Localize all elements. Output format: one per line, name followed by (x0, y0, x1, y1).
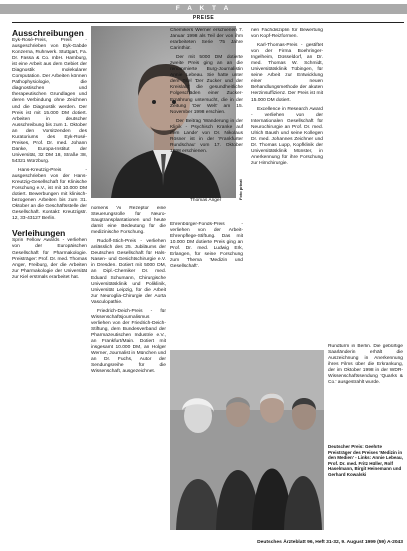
column-4 (251, 28, 323, 346)
group-photo-caption: Deutscher Preis: Geehrte Preisträger des Preises 'Medizin in den Medien' - Links: Annie Lebeau, Prof. Dr. med. Fritz Hüller, Rolf Haselmann, Birgit Heinemann und Gerhard Kowalski (328, 444, 403, 477)
column-3-lower (170, 222, 243, 344)
column-5 (328, 344, 403, 440)
heading-verleihungen: Verleihungen (12, 228, 66, 239)
group-image (170, 350, 324, 530)
paragraph: Rundturm in Berlin. Die gebürtige Saarländerin erhält die Auszeichnung in Anerkennung ihres Films über die Erkrankung, der im Oktober 1998 in der WDR-Wissenschaftssendung 'Quarks & Co.' ausgestrahlt wurde. (328, 344, 403, 386)
paragraph: Excellence in Research Award - verliehen von der Internationalen Gesellschaft für Neurochirurgie an Prof. Dr. med. Ulrich Baush und seine Kollegen Dr. med. Johannes Zeichner und Dr. Thomas Lupp, Kopfklinik der Universitätsklinik Münster, in Anerkennung für ihre Forschung zur Hirnchirurgie. (251, 106, 323, 166)
section-header: F A K T A (0, 4, 407, 14)
paragraph: Hans-Kreutzig-Preis - ausgeschrieben von der Hans-Kreutzig-Gesellschaft für Klinische Forschung e.V., ist mit 10.000 DM dotiert. Bewerbungen mit klinisch-bezogenen Arbeiten bis zum 31. Oktober an die Geschäftsstelle der Gesellschaft. Kontakt: Kreutzigstr. 12, 33-43127 Berlin. (12, 167, 87, 222)
heading-ausschreibungen: Ausschreibungen (12, 28, 84, 38)
paragraph: Der mit 5000 DM dotierte zweite Preis ging an an die renommierte Burg-Journalistin Annie Lebeau. Sie hatte unter dem Titel 'Der Zucker und der Kreislauf' die gesundheitliche Folgeschäden einer Zucker-Ernährung untersucht, die in der Zeitung 'Der Welt' am 15. November 1998 erschien. (170, 55, 243, 115)
paragraph: Friedrich-Deich-Preis - für Wissenschaftsjournalismus verliehen von der Friedrich-Deich-Stiftung, dem Bundesverband der Pharmazeutischen Industrie e.V., an Frankfurt/Main. Dotiert mit insgesamt 10.000 DM, an Holger Werner, Journalist in München und an Dr. Fuchs, Autor der Sendungsreihe für die Wissenschaft, ausgezeichnet. (91, 308, 166, 375)
paragraph: Der Beitrag 'Wanderung in der Klinik - Psychisch Kranke auf dem Lande' von Dr. Nikolaus Rösner ist in der 'Frankfurter Rundschau' vom 17. Oktober 1998 erschienen. (170, 118, 243, 154)
paragraph: Chemikers Werner erschienen 7. Januar 1998 als Teil der von ihm erarbeiteten Serie '75 Jahre Carinthia'. (170, 28, 243, 52)
paragraph: Sprin Fellow Awards - verliehen von der Europäischen Gesellschaft für Pharmakologie. Preisträger: Prof. Dr. med. Thomas Anger, Freiburg, der die Arbeiten zur Pharmakologie der Universität zur Kiel erstmals erarbeitet hat. (12, 238, 87, 280)
paragraph: Karl-Thomas-Preis - gestiftet von der Firma Boehringer-Ingelheim, Düsseldorf, an Dr. med. Thomas W. Schmidt, Universitätsklinik Tübingen, für seine Arbeit zur Entwicklung einer neuen Behandlungsmethode der akuten Herzinsuffizienz. Der Preis ist mit 15.000 DM dotiert. (251, 43, 323, 103)
header-rule (12, 22, 404, 23)
paragraph: nen Fachdisziplin für Bewertung von Kopf-Reizformen. (251, 28, 323, 40)
subsection-label: PREISE (192, 15, 215, 21)
paragraph: Rudolf-Stich-Preis - verliehen anlässlich des 25. Jubiläums der Deutschen Gesellschaft für Hals-Nasen- und Gesichtschirurgie e.V. in Dresden. Dotiert mit 5000 DM, an Dipl.-Chemiker Dr. med. Eduard Schumann, Chirurgische Universitätsklinik und Poliklinik, Universität Leipzig, für die Arbeit zur Neuroglia-Chirurgie der Aorta Vasculopathie. (91, 239, 166, 305)
paragraph: Ehrenbürger-Fonds-Preis - verliehen von der Arbeit-Ehrenpflege-Stiftung. Das mit 10.000 DM dotierte Preis ging an Prof. Dr. med. Ludwig Erk, Erlangen, für seine Forschung zum Thema 'Medizin und Gesellschaft'. (170, 222, 243, 270)
photo-credit: Foto privat (238, 179, 243, 200)
paragraph: nomens 'Ai Rezeptor eine Steuerungsrolle für Neuro-Saugtransplantationen und heute damit eine Bedeutung für die medizinische Forschung. (91, 206, 166, 236)
column-3 (170, 28, 243, 218)
column-2 (91, 206, 166, 536)
column-1 (12, 28, 87, 536)
group-photo (170, 350, 324, 530)
portrait-caption: Thomas Anger (190, 198, 222, 203)
page-footer: Deutsches Ärzteblatt 96, Heft 31-32, 9. August 1999 (59) A-2043 (257, 540, 403, 545)
paragraph: Eyk-Rosé-Preis, Preis - ausgeschrieben von Eyk-Gabde Konzerna, Ruhrwerk. Stuttgart, Fa. Dr. Fassa & Co. mbH. Hamburg, ist eine Arbeit aus dem Gebiet der Diagnostik molekularer Computation. Der Arbeiten können Pathophysiologie, die diagnostischen und therapeutischen Grundlagen und deren Verbindung ohne Zeichnen und die Diagnostik werden. Der Preis ist mit 15.000 DM dotiert. Arbeiten in deutscher Ausschreibung bis zum 1. Oktober an den Vorsitzenden des Kuratoriums des Eyk-Rosé-Preises, Prof. Dr. med. Johann Danke, Europa-Institut der Universität, 32 DM 18, Straße 38, 54321 Würzburg. (12, 38, 87, 164)
